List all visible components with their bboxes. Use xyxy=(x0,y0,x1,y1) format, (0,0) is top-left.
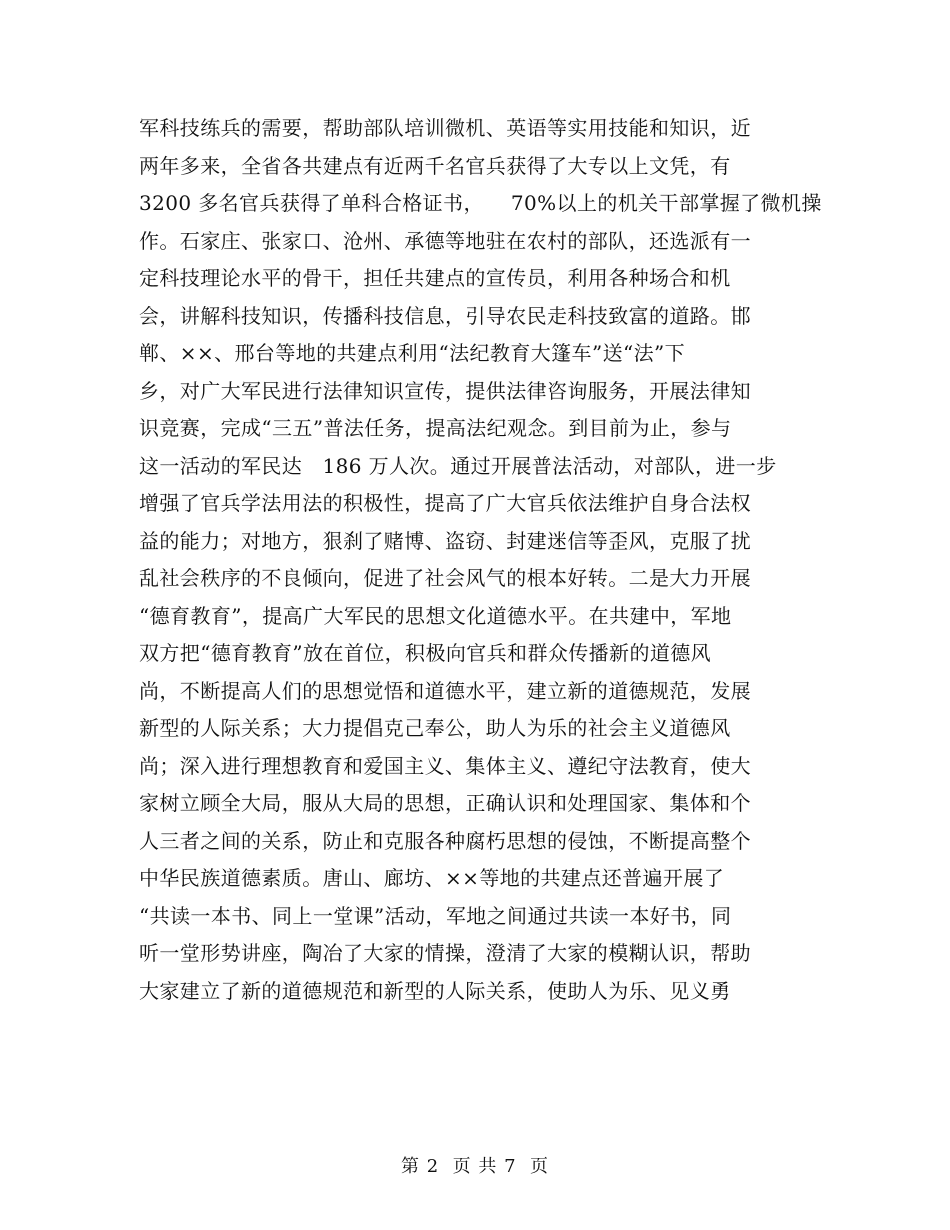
text-line: 中华民族道德素质。唐山、廊坊、××等地的共建点还普遍开展了 xyxy=(139,866,725,890)
text-line: 尚；深入进行理想教育和爱国主义、集体主义、遵纪守法教育，使大 xyxy=(139,753,751,778)
text-line: 会，讲解科技知识，传播科技信息，引导农民走科技致富的道路。邯 xyxy=(139,303,751,328)
text-line: 听一堂形势讲座，陶冶了大家的情操，澄清了大家的模糊认识，帮助 xyxy=(139,941,751,965)
text-line: 家树立顾全大局，服从大局的思想，正确认识和处理国家、集体和个 xyxy=(139,791,751,815)
text-line: 作。石家庄、张家口、沧州、承德等地驻在农村的部队，还选派有一 xyxy=(139,228,751,253)
text-line: 乡，对广大军民进行法律知识宣传，提供法律咨询服务，开展法律知 xyxy=(139,378,751,403)
text-line: 增强了官兵学法用法的积极性，提高了广大官兵依法维护自身合法权 xyxy=(139,491,751,515)
text-line: 乱社会秩序的不良倾向，促进了社会风气的根本好转。二是大力开展 xyxy=(139,566,751,590)
text-line: 郸、××、邢台等地的共建点利用“法纪教育大篷车”送“法”下 xyxy=(139,341,686,365)
text-line: 益的能力；对地方，狠刹了赌博、盗窃、封建迷信等歪风，克服了扰 xyxy=(139,528,751,553)
text-line: 3200 多名官兵获得了单科合格证书， 70%以上的机关干部掌握了微机操 xyxy=(139,191,822,215)
text-line: 这一活动的军民达 186 万人次。通过开展普法活动，对部队，进一步 xyxy=(139,453,777,478)
text-line: 双方把“德育教育”放在首位，积极向官兵和群众传播新的道德风 xyxy=(139,641,712,665)
text-line: 人三者之间的关系，防止和克服各种腐朽思想的侵蚀，不断提高整个 xyxy=(139,828,751,853)
text-line: 两年多来，全省各共建点有近两千名官兵获得了大专以上文凭，有 xyxy=(139,153,731,178)
body-text xyxy=(139,110,822,1010)
text-line: 定科技理论水平的骨干，担任共建点的宣传员，利用各种场合和机 xyxy=(139,266,731,290)
page-footer xyxy=(0,1152,950,1178)
text-line: 军科技练兵的需要，帮助部队培训微机、英语等实用技能和知识，近 xyxy=(139,116,751,140)
text-line: 尚，不断提高人们的思想觉悟和道德水平，建立新的道德规范，发展 xyxy=(139,678,751,703)
text-line: 大家建立了新的道德规范和新型的人际关系，使助人为乐、见义勇 xyxy=(139,978,731,1003)
text-line: 识竞赛，完成“三五”普法任务，提高法纪观念。到目前为止，参与 xyxy=(139,416,732,440)
text-line: “共读一本书、同上一堂课”活动，军地之间通过共读一本好书，同 xyxy=(139,903,732,928)
text-line: “德育教育”，提高广大军民的思想文化道德水平。在共建中，军地 xyxy=(139,603,732,628)
page-number-label: 第 2 页 共 7 页 xyxy=(401,1156,549,1177)
text-line: 新型的人际关系；大力提倡克己奉公，助人为乐的社会主义道德风 xyxy=(139,716,731,740)
